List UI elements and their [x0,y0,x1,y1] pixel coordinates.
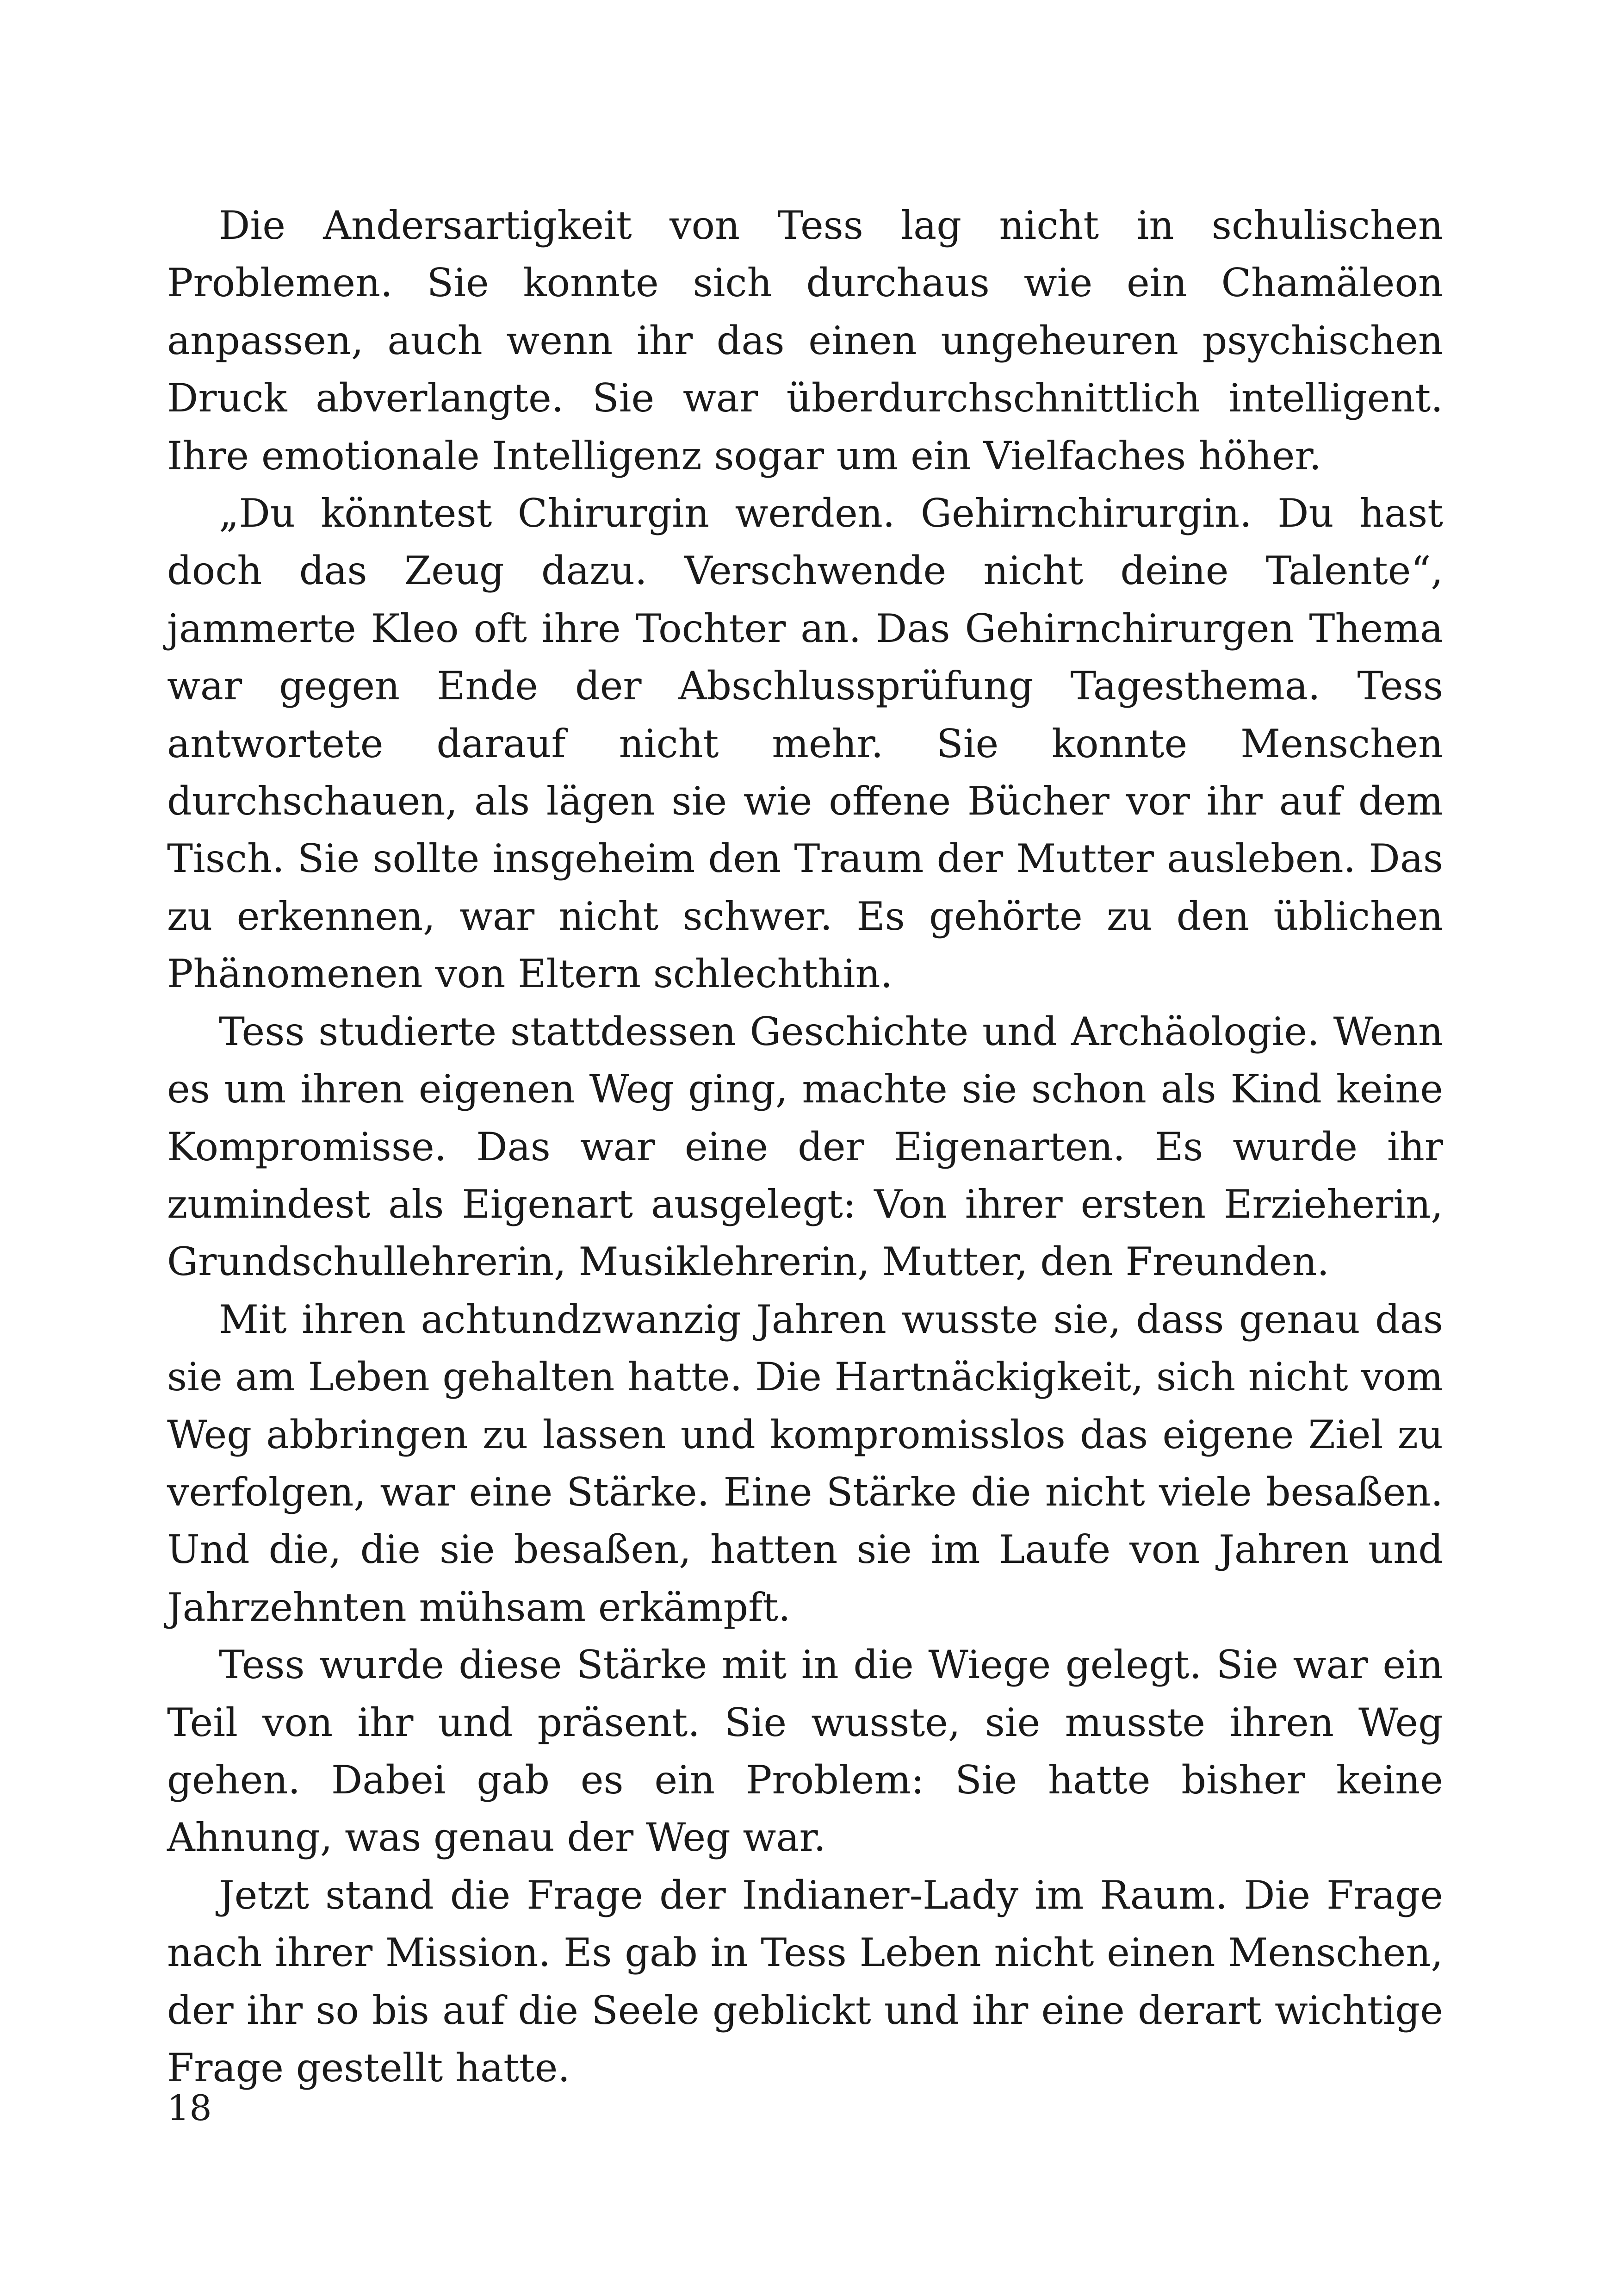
paragraph-3: Tess studierte stattdessen Geschichte und Archäologie. Wenn es um ihren eigenen Weg ging, machte sie schon als Kind keine Kompromisse. Das war eine der Eigenarten. Es wurde ihr zumindest als Eigenart ausgelegt: Von ihrer ersten Erzieherin, Grundschullehrerin, Musiklehrerin, Mutter, den Freunden. [167,1008,1443,1285]
body-text [167,197,1443,2097]
paragraph-6: Jetzt stand die Frage der Indianer-Lady im Raum. Die Frage nach ihrer Mission. Es gab in Tess Leben nicht einen Menschen, der ihr so bis auf die Seele geblickt und ihr eine derart wichtige Frage gestellt hatte. [167,1872,1443,2091]
paragraph-4: Mit ihren achtundzwanzig Jahren wusste sie, dass genau das sie am Leben gehalten hatte. Die Hartnäckigkeit, sich nicht vom Weg abbringen zu lassen und kompromisslos das eigene Ziel zu verfolgen, war eine Stärke. Eine Stärke die nicht viele besaßen. Und die, die sie besaßen, hatten sie im Laufe von Jahren und Jahrzehnten mühsam erkämpft. [167,1296,1443,1630]
paragraph-5: Tess wurde diese Stärke mit in die Wiege gelegt. Sie war ein Teil von ihr und präsent. Sie wusste, sie musste ihren Weg gehen. Dabei gab es ein Problem: Sie hatte bisher keine Ahnung, was genau der Weg war. [167,1642,1443,1860]
paragraph-2: „Du könntest Chirurgin werden. Gehirnchirurgin. Du hast doch das Zeug dazu. Verschwende nicht deine Talente“, jammerte Kleo oft ihre Tochter an. Das Gehirnchirurgen Thema war gegen Ende der Abschlussprüfung Tagesthema. Tess antwortete darauf nicht mehr. Sie konnte Menschen durchschauen, als lägen sie wie offene Bücher vor ihr auf dem Tisch. Sie sollte insgeheim den Traum der Mutter ausleben. Das zu erkennen, war nicht schwer. Es gehörte zu den üblichen Phänomenen von Eltern schlechthin. [167,491,1443,997]
page-number: 18 [167,2087,212,2128]
paragraph-1: Die Andersartigkeit von Tess lag nicht in schulischen Problemen. Sie konnte sich durchaus wie ein Chamäleon anpassen, auch wenn ihr das einen ungeheuren psychischen Druck abverlangte. Sie war überdurchschnittlich intelligent. Ihre emotionale Intelligenz sogar um ein Vielfaches höher. [167,203,1443,479]
